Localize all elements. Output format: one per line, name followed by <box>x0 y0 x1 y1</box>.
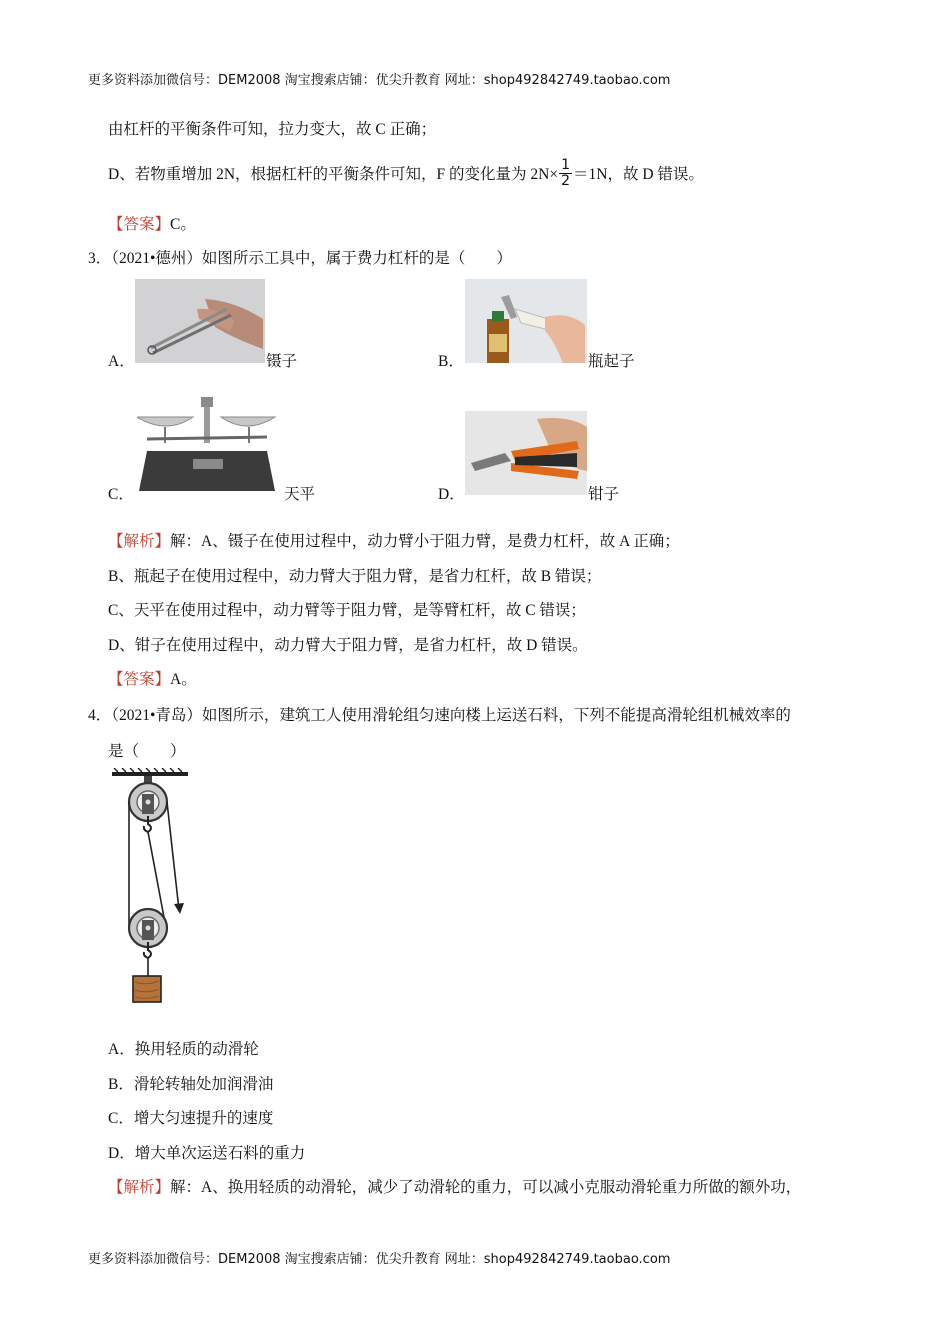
solution-line: 由杠杆的平衡条件可知，拉力变大，故 C 正确； <box>108 121 437 138</box>
answer-line <box>108 212 196 234</box>
analysis-tag: 【解析】 <box>108 1179 171 1196</box>
answer-value: A。 <box>170 671 197 688</box>
analysis-text: 解：A、换用轻质的动滑轮，减少了动滑轮的重力，可以减小克服动滑轮重力所做的额外功， <box>170 1179 802 1196</box>
solution-text: D、若物重增加 2N，根据杠杆的平衡条件可知，F 的变化量为 2N× <box>108 166 559 184</box>
page-header: 更多资料添加微信号：DEM2008 淘宝搜索店铺：优尖升教育 网址：shop492842749.taobao.com <box>88 73 671 88</box>
pliers-image <box>465 411 587 495</box>
option-a: A．换用轻质的动滑轮 <box>108 1041 259 1058</box>
option-letter-a: A． <box>108 353 135 370</box>
option-label-c: 天平 <box>284 486 316 503</box>
option-letter-d: D． <box>438 486 465 503</box>
analysis-line: B、瓶起子在使用过程中，动力臂大于阻力臂，是省力杠杆，故 B 错误； <box>108 568 602 585</box>
answer-tag: 【答案】 <box>108 216 171 233</box>
analysis-line: C、天平在使用过程中，动力臂等于阻力臂，是等臂杠杆，故 C 错误； <box>108 602 586 619</box>
fraction-denominator: 2 <box>561 173 570 189</box>
question-stem: 3．（2021•德州）如图所示工具中，属于费力杠杆的是（ ） <box>88 250 512 267</box>
answer-line <box>108 667 197 689</box>
analysis-text: 解：A、镊子在使用过程中，动力臂小于阻力臂，是费力杠杆，故 A 正确； <box>170 533 680 550</box>
analysis-line <box>108 529 680 551</box>
option-label-b: 瓶起子 <box>588 353 635 370</box>
question-stem: 4．（2021•青岛）如图所示，建筑工人使用滑轮组匀速向楼上运送石料，下列不能提高滑轮组机械效率的 <box>88 707 791 724</box>
fraction <box>559 158 572 189</box>
pulley-system-diagram <box>108 768 198 1036</box>
solution-line-d <box>108 157 704 191</box>
option-b: B．滑轮转轴处加润滑油 <box>108 1076 274 1093</box>
analysis-tag: 【解析】 <box>108 533 171 550</box>
answer-value: C。 <box>170 216 196 233</box>
fraction-numerator: 1 <box>561 157 570 173</box>
option-label-d: 钳子 <box>588 486 620 503</box>
page-footer: 更多资料添加微信号：DEM2008 淘宝搜索店铺：优尖升教育 网址：shop492842749.taobao.com <box>88 1252 671 1267</box>
analysis-line <box>108 1175 801 1197</box>
tweezers-image <box>135 279 265 363</box>
option-letter-b: B． <box>438 353 464 370</box>
option-d: D．增大单次运送石料的重力 <box>108 1145 306 1162</box>
solution-text: ＝1N，故 D 错误。 <box>573 166 704 184</box>
bottle-opener-image <box>465 279 587 363</box>
question-stem-cont: 是（ ） <box>108 743 186 760</box>
balance-scale-image <box>137 393 277 493</box>
answer-tag: 【答案】 <box>108 671 171 688</box>
analysis-line: D、钳子在使用过程中，动力臂大于阻力臂，是省力杠杆，故 D 错误。 <box>108 637 588 654</box>
option-c: C．增大匀速提升的速度 <box>108 1110 274 1127</box>
option-label-a: 镊子 <box>266 353 298 370</box>
option-letter-c: C． <box>108 486 134 503</box>
